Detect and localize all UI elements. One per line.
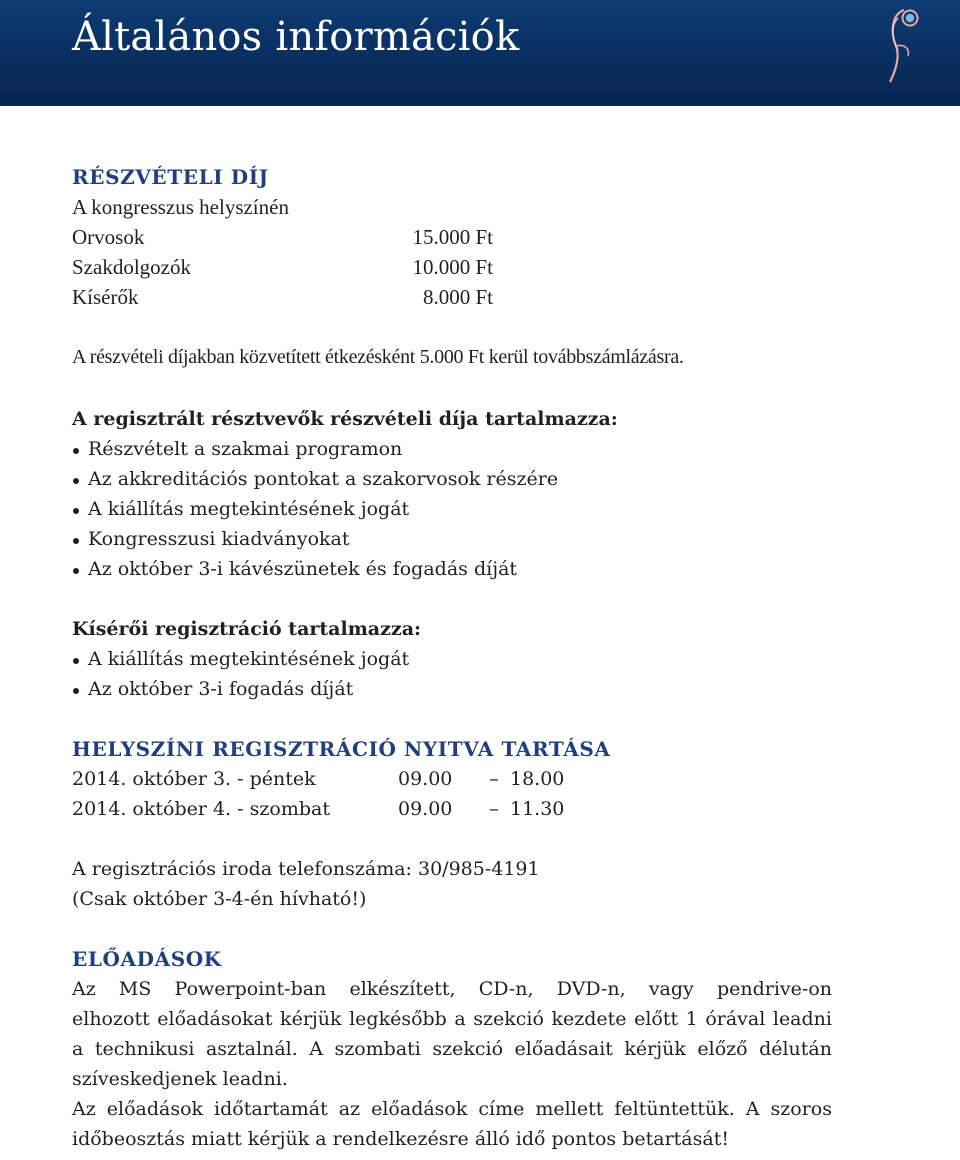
fee-label: Kísérők <box>72 285 139 309</box>
page-title: Általános információk <box>72 14 520 60</box>
text-line: Az előadások időtartamát az előadások címe mellett feltüntettük. A szoros <box>72 1098 832 1120</box>
companion-list <box>72 644 832 704</box>
schedule-date: 2014. október 4. - szombat <box>72 798 330 820</box>
fee-row <box>72 222 832 252</box>
list-item: Az akkreditációs pontokat a szakorvosok részére <box>72 464 832 494</box>
fee-label: Szakdolgozók <box>72 255 191 279</box>
fee-note: A részvételi díjakban közvetített étkezésként 5.000 Ft kerül továbbszámlázásra. <box>72 346 684 368</box>
text-line: időbeosztás miatt kérjük a rendelkezésre álló idő pontos betartását! <box>72 1128 729 1150</box>
list-item: Az október 3-i fogadás díját <box>72 674 832 704</box>
list-item: A kiállítás megtekintésének jogát <box>72 494 832 524</box>
fee-label: Orvosok <box>72 225 145 249</box>
text-line: a technikusi asztalnál. A szombati szekció előadásait kérjük előző délután <box>72 1038 832 1060</box>
schedule-date: 2014. október 3. - péntek <box>72 768 316 790</box>
talks-paragraph-1 <box>72 974 832 1094</box>
content <box>72 162 832 1154</box>
list-item: Kongresszusi kiadványokat <box>72 524 832 554</box>
registration-heading: HELYSZÍNI REGISZTRÁCIÓ NYITVA TARTÁSA <box>72 737 611 761</box>
text-line: szíveskedjenek leadni. <box>72 1068 288 1090</box>
fee-value: 10.000 Ft <box>412 255 493 279</box>
fee-heading: RÉSZVÉTELI DÍJ <box>72 165 269 189</box>
phone-note: (Csak október 3-4-én hívható!) <box>72 888 367 910</box>
schedule-from: 09.00 <box>398 768 453 790</box>
schedule-to: 11.30 <box>510 798 565 820</box>
includes-heading: A regisztrált résztvevők részvételi díja tartalmazza: <box>72 408 618 430</box>
companion-heading: Kísérői regisztráció tartalmazza: <box>72 618 422 640</box>
schedule-to: 18.00 <box>510 768 565 790</box>
list-item: A kiállítás megtekintésének jogát <box>72 644 832 674</box>
fee-row <box>72 252 832 282</box>
schedule-sep: – <box>489 798 499 820</box>
schedule-from: 09.00 <box>398 798 453 820</box>
schedule-sep: – <box>489 768 499 790</box>
schedule-row <box>72 794 832 824</box>
talks-paragraph-2 <box>72 1094 832 1154</box>
text-line: elhozott előadásokat kérjük legkésőbb a szekció kezdete előtt 1 órával leadni <box>72 1008 832 1030</box>
figure-logo-icon <box>880 4 924 86</box>
list-item: Részvételt a szakmai programon <box>72 434 832 464</box>
schedule-row <box>72 764 832 794</box>
phone-line: A regisztrációs iroda telefonszáma: 30/985-4191 <box>72 858 540 880</box>
page-header <box>0 0 960 106</box>
list-item: Az október 3-i kávészünetek és fogadás díját <box>72 554 832 584</box>
fee-value: 15.000 Ft <box>412 225 493 249</box>
text-line: Az MS Powerpoint-ban elkészített, CD-n, DVD-n, vagy pendrive-on <box>72 978 832 1000</box>
talks-heading: ELŐADÁSOK <box>72 947 222 971</box>
includes-list <box>72 434 832 584</box>
fee-row <box>72 282 832 312</box>
fee-location: A kongresszus helyszínén <box>72 195 289 219</box>
fee-value: 8.000 Ft <box>422 285 493 309</box>
